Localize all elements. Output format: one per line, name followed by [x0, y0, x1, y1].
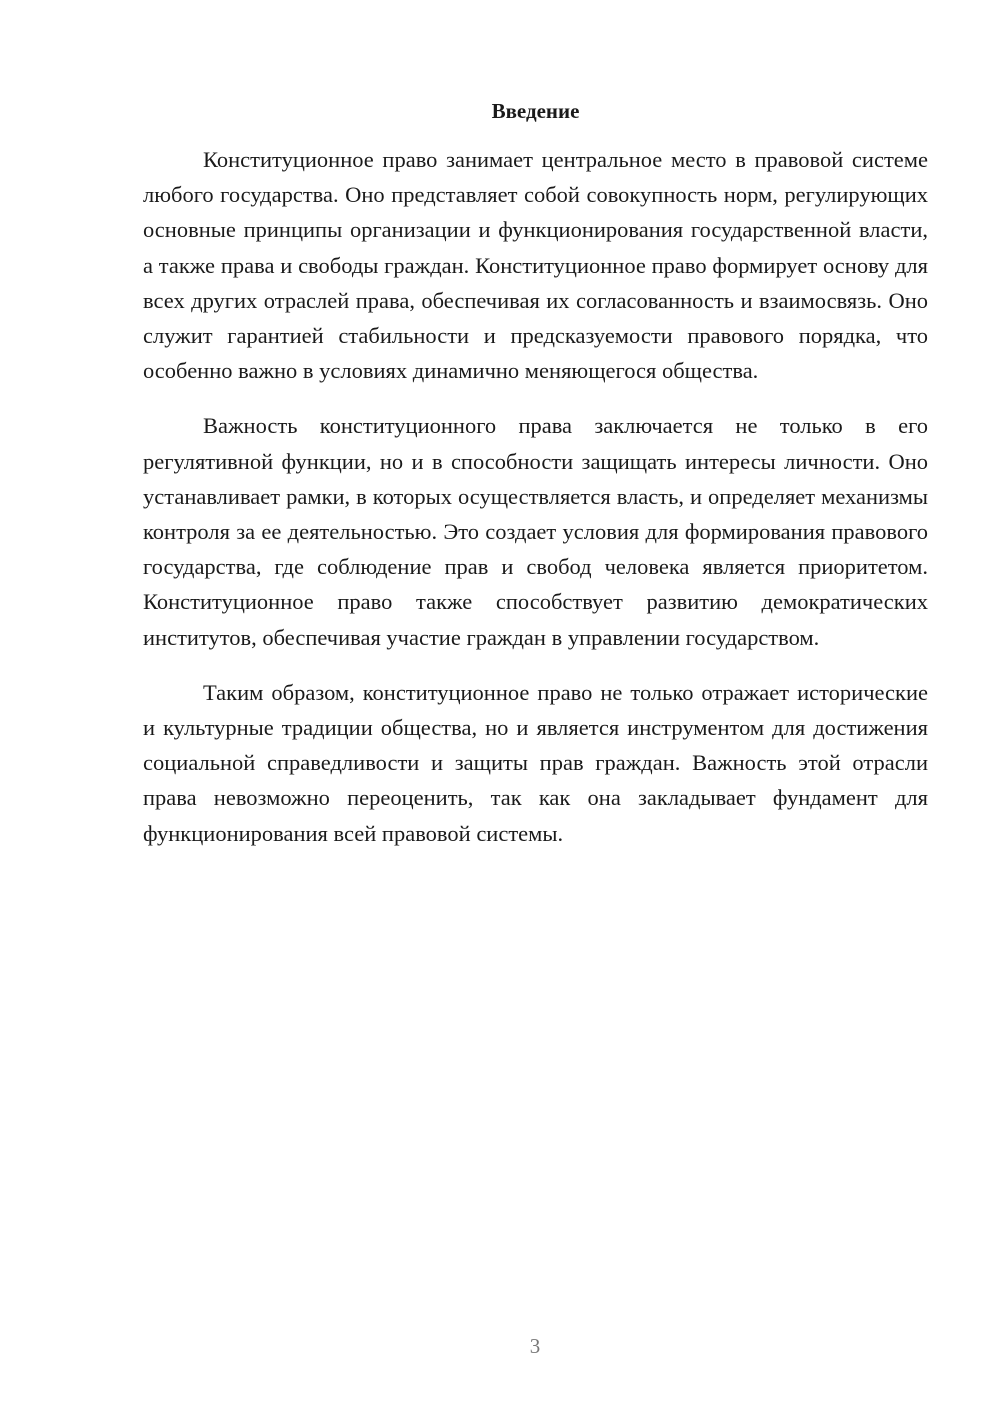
page-heading: Введение — [491, 99, 580, 123]
paragraph-3: Таким образом, конституционное право не только отражает исторические и культурные традиции общества, но и является инструментом для достижения социальной справедливости и защиты прав граждан. Важность этой отрасли права невозможно переоценить, так как она закладывает фундамент для функционирования всей правовой системы. — [143, 679, 928, 846]
document-body — [143, 142, 928, 871]
page-number: 3 — [529, 1334, 541, 1358]
paragraph-2: Важность конституционного права заключается не только в его регулятивной функции, но и в способности защищать интересы личности. Оно устанавливает рамки, в которых осуществляется власть, и определяет механизмы контроля за ее деятельностью. Это создает условия для формирования правового государства, где соблюдение прав и свобод человека является приоритетом. Конституционное право также способствует развитию демократических институтов, обеспечивая участие граждан в управлении государством. — [143, 413, 928, 650]
paragraph-1: Конституционное право занимает центральное место в правовой системе любого государства. Оно представляет собой совокупность норм, регулирующих основные принципы организации и функционирования государственной власти, а также права и свободы граждан. Конституционное право формирует основу для всех других отраслей права, обеспечивая их согласованность и взаимосвязь. Оно служит гарантией стабильности и предсказуемости правового порядка, что особенно важно в условиях динамично меняющегося общества. — [143, 147, 928, 384]
